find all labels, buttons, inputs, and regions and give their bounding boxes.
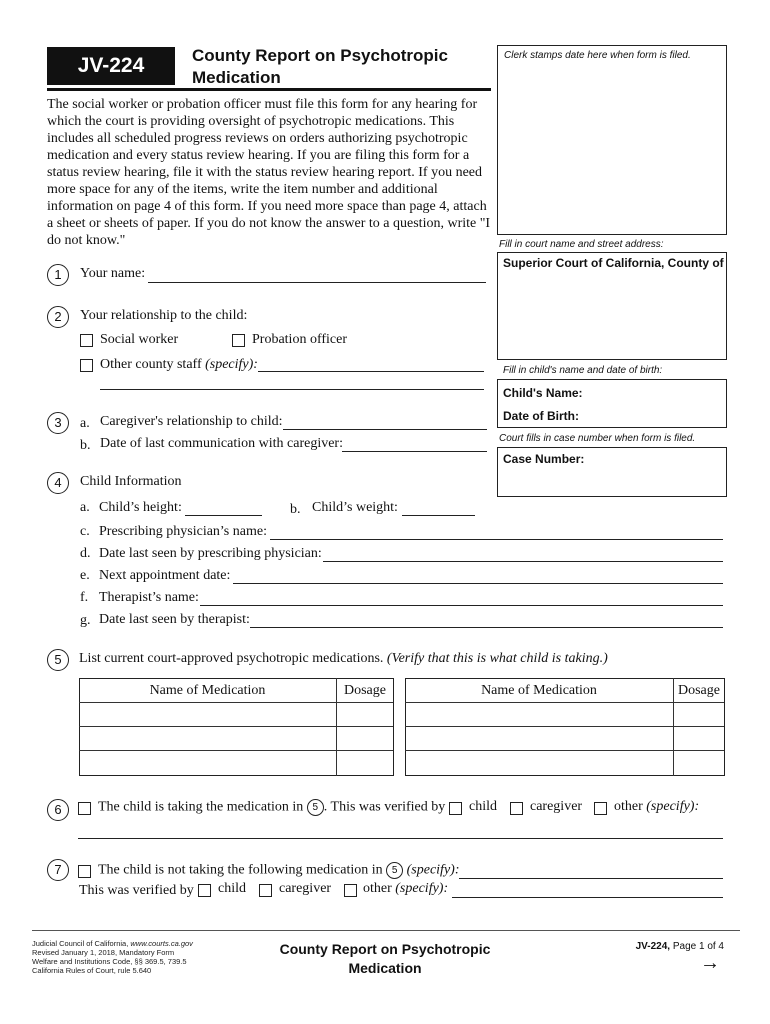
item-6-number: 6 bbox=[47, 799, 69, 821]
item-2-label: Your relationship to the child: bbox=[80, 308, 248, 323]
item-4d-label: Date last seen by prescribing physician: bbox=[99, 546, 322, 561]
child-weight-field[interactable] bbox=[402, 515, 475, 516]
item-6-caregiver-label: caregiver bbox=[530, 799, 583, 814]
other-staff-checkbox[interactable] bbox=[80, 359, 93, 372]
item-4-number: 4 bbox=[47, 472, 69, 494]
not-taking-medication-checkbox[interactable] bbox=[78, 865, 91, 878]
item-4f-letter: f. bbox=[80, 590, 89, 605]
item-7-other-specify: (specify): bbox=[395, 881, 449, 896]
item-3a-label: Caregiver's relationship to child: bbox=[100, 414, 283, 429]
item-7-other-field[interactable] bbox=[452, 897, 723, 898]
footer-site-link[interactable]: www.courts.ca.gov bbox=[130, 939, 193, 948]
med-right-cell-r3[interactable] bbox=[406, 751, 672, 773]
case-number-box[interactable] bbox=[497, 447, 727, 497]
footer-title bbox=[240, 940, 530, 978]
item-6-other-label bbox=[614, 799, 699, 815]
other-staff-specify: (specify): bbox=[205, 357, 258, 372]
item-4a-letter: a. bbox=[80, 500, 90, 515]
item-4e-label: Next appointment date: bbox=[99, 568, 231, 583]
item-4g-letter: g. bbox=[80, 613, 91, 628]
item-6-text bbox=[98, 799, 445, 816]
social-worker-checkbox[interactable] bbox=[80, 334, 93, 347]
footer-title-line1: County Report on Psychotropic bbox=[279, 941, 491, 957]
item-4e-letter: e. bbox=[80, 568, 90, 583]
form-id: JV-224 bbox=[77, 54, 145, 77]
probation-officer-checkbox[interactable] bbox=[232, 334, 245, 347]
footer-citation bbox=[32, 939, 193, 975]
med-right-col-name: Name of Medication bbox=[481, 683, 597, 698]
physician-name-field[interactable] bbox=[270, 539, 723, 540]
item-6-specify-field[interactable] bbox=[78, 838, 723, 839]
other-staff-text: Other county staff bbox=[100, 357, 202, 372]
item-7-number: 7 bbox=[47, 859, 69, 881]
footer-line-2: Revised January 1, 2018, Mandatory Form bbox=[32, 948, 175, 957]
item-4b-letter: b. bbox=[290, 502, 301, 517]
item-6-caregiver-checkbox[interactable] bbox=[510, 802, 523, 815]
item-1-number: 1 bbox=[47, 264, 69, 286]
item-7-caregiver-label: caregiver bbox=[279, 881, 332, 896]
item-7-text bbox=[98, 862, 459, 879]
item-4b-label: Child’s weight: bbox=[312, 500, 398, 515]
item-5-label-text: List current court-approved psychotropic medications. bbox=[79, 651, 384, 666]
form-title-line1: County Report on Psychotropic bbox=[192, 46, 448, 65]
footer-line-1 bbox=[32, 939, 193, 948]
therapist-name-field[interactable] bbox=[200, 605, 723, 606]
item-6-other-checkbox[interactable] bbox=[594, 802, 607, 815]
footer-page-text: Page 1 of 4 bbox=[672, 941, 724, 952]
item-7-other-text: other bbox=[363, 881, 392, 896]
child-instruction: Fill in child's name and date of birth: bbox=[503, 365, 663, 376]
form-id-badge bbox=[47, 47, 175, 85]
item-3b-label: Date of last communication with caregiver: bbox=[100, 436, 343, 451]
item-6-child-label: child bbox=[469, 799, 497, 814]
item-3-number: 3 bbox=[47, 412, 69, 434]
item-7-specify: (specify): bbox=[406, 862, 460, 878]
footer-page-number bbox=[620, 941, 724, 952]
item-4c-letter: c. bbox=[80, 524, 90, 539]
next-page-arrow-icon[interactable]: → bbox=[700, 952, 720, 974]
med-left-col-name: Name of Medication bbox=[149, 683, 266, 698]
form-title-line2: Medication bbox=[192, 68, 281, 87]
item-7-child-label: child bbox=[218, 881, 246, 896]
item-4d-letter: d. bbox=[80, 546, 91, 561]
footer-rule bbox=[32, 930, 740, 931]
footer-title-line2: Medication bbox=[348, 960, 422, 976]
footer-council: Judicial Council of California, bbox=[32, 939, 129, 948]
case-number-label: Case Number: bbox=[503, 452, 585, 466]
court-box[interactable] bbox=[497, 252, 727, 360]
item-4a-label: Child’s height: bbox=[99, 500, 182, 515]
item-7-child-checkbox[interactable] bbox=[198, 884, 211, 897]
item-6-text-b: . This was verified by bbox=[323, 799, 446, 815]
item-7-specify-field[interactable] bbox=[459, 878, 723, 879]
therapist-last-seen-field[interactable] bbox=[250, 627, 723, 628]
item-6-other-specify: (specify): bbox=[646, 799, 700, 814]
item-7-ref-5: 5 bbox=[386, 862, 403, 879]
other-staff-field[interactable] bbox=[258, 371, 484, 372]
intro-text: The social worker or probation officer must file this form for any hearing for which the court is providing oversight of psychotropic medications. This includes all scheduled progress reviews on orders authorizing psychotropic medication and every status review hearing. If you are filing this form for a status review hearing, file it with the status review hearing report. If you need more space for any of the items, write the item number and additional information on page 4 of this form. If you need more space than page 4, attach a sheet or sheets of paper. If you do not know the answer to a question, write "I do not know." bbox=[47, 97, 491, 248]
child-box bbox=[497, 379, 727, 428]
item-5-label-italic: (Verify that this is what child is taking.) bbox=[386, 651, 608, 666]
caregiver-relationship-field[interactable] bbox=[283, 429, 487, 430]
item-4c-label: Prescribing physician’s name: bbox=[99, 524, 267, 539]
med-left-cell-r1[interactable] bbox=[80, 703, 335, 725]
court-instruction: Fill in court name and street address: bbox=[499, 239, 664, 250]
your-name-field[interactable] bbox=[148, 282, 486, 283]
next-appointment-field[interactable] bbox=[233, 583, 723, 584]
physician-last-seen-field[interactable] bbox=[323, 561, 723, 562]
item-5-number: 5 bbox=[47, 649, 69, 671]
footer-line-3: Welfare and Institutions Code, §§ 369.5, 739.5 bbox=[32, 957, 187, 966]
item-7-verified-label: This was verified by bbox=[79, 883, 194, 898]
court-label: Superior Court of California, County of bbox=[503, 256, 724, 270]
item-1-label: Your name: bbox=[80, 266, 146, 281]
med-right-cell-r2[interactable] bbox=[406, 727, 672, 749]
last-communication-field[interactable] bbox=[342, 451, 487, 452]
other-staff-label bbox=[100, 357, 258, 373]
clerk-stamp-label: Clerk stamps date here when form is filed. bbox=[504, 50, 691, 61]
social-worker-label: Social worker bbox=[100, 332, 179, 347]
other-staff-field-2[interactable] bbox=[100, 389, 484, 390]
form-title bbox=[192, 45, 448, 89]
item-4-label: Child Information bbox=[80, 474, 182, 489]
probation-officer-label: Probation officer bbox=[252, 332, 347, 347]
clerk-stamp-box bbox=[497, 45, 727, 235]
item-7-caregiver-checkbox[interactable] bbox=[259, 884, 272, 897]
item-5-label bbox=[79, 651, 608, 667]
header-rule bbox=[47, 88, 491, 91]
child-height-field[interactable] bbox=[185, 515, 262, 516]
item-7-text-a: The child is not taking the following medication in bbox=[98, 862, 383, 878]
footer-page-form: JV-224, bbox=[635, 941, 671, 952]
med-right-cell-r1[interactable] bbox=[406, 703, 672, 725]
taking-medication-checkbox[interactable] bbox=[78, 802, 91, 815]
item-2-number: 2 bbox=[47, 306, 69, 328]
item-7-other-label bbox=[363, 881, 448, 897]
med-left-cell-r3[interactable] bbox=[80, 751, 335, 773]
med-right-col-dosage: Dosage bbox=[678, 683, 720, 698]
item-4g-label: Date last seen by therapist: bbox=[99, 612, 250, 627]
item-6-text-a: The child is taking the medication in bbox=[98, 799, 304, 815]
child-name-label[interactable]: Child's Name: bbox=[503, 386, 583, 400]
dob-label[interactable]: Date of Birth: bbox=[503, 409, 579, 423]
item-3a-letter: a. bbox=[80, 416, 90, 431]
item-6-ref-5: 5 bbox=[307, 799, 324, 816]
item-4f-label: Therapist’s name: bbox=[99, 590, 199, 605]
med-left-cell-r2[interactable] bbox=[80, 727, 335, 749]
item-6-child-checkbox[interactable] bbox=[449, 802, 462, 815]
footer-line-4: California Rules of Court, rule 5.640 bbox=[32, 966, 152, 975]
item-3b-letter: b. bbox=[80, 438, 91, 453]
case-instruction: Court fills in case number when form is filed. bbox=[499, 433, 696, 444]
item-6-other-text: other bbox=[614, 799, 643, 814]
med-left-col-dosage: Dosage bbox=[344, 683, 386, 698]
item-7-other-checkbox[interactable] bbox=[344, 884, 357, 897]
